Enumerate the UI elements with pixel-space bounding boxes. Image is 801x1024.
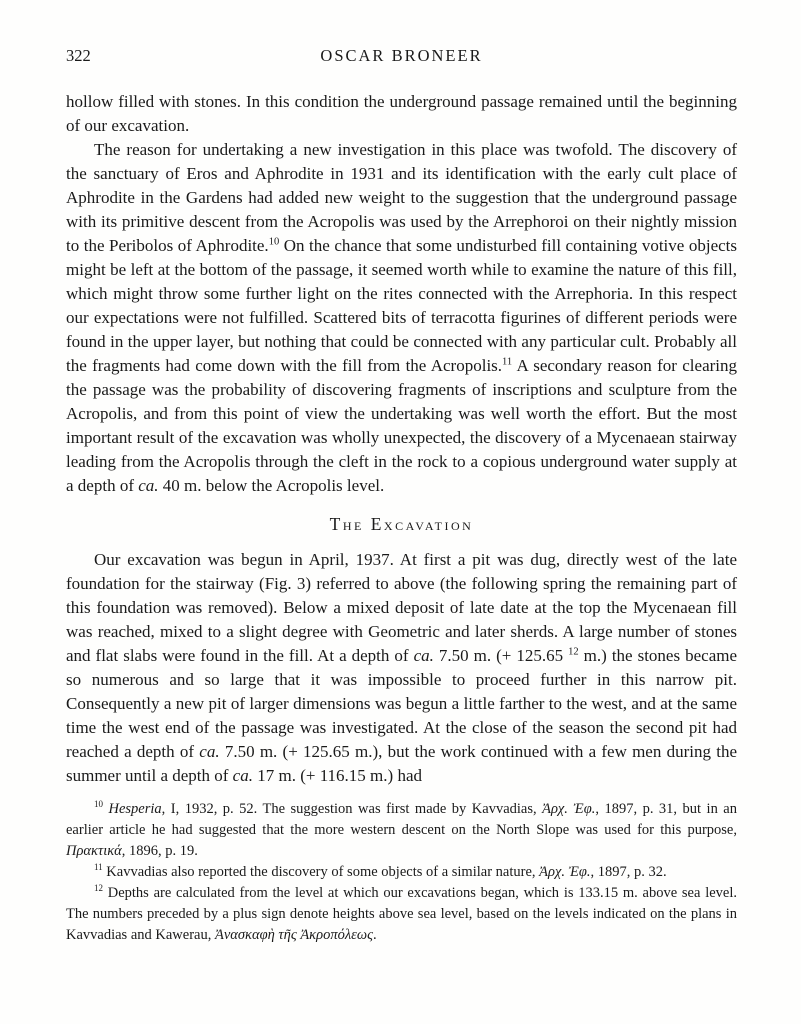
paragraph-reason-for-investigation: The reason for undertaking a new investigation in this place was twofold. The discovery of the sanctuary of Eros and Aphrodite in 1931 and its identification with the early cult place of Aphrodite in the Gardens had added new weight to the suggestion that the underground passage with its primitive descent from the Acropolis was used by the Arrephoroi on their nightly mission to the Peribolos of Aphrodite.$^{10}$ On the chance that some undisturbed fill containing votive objects might be left at the bottom of the passage, it seemed worth while to examine the nature of this fill, which might throw some further light on the rites connected with the Arrephoria. In this respect our expectations were not fulfilled. Scattered bits of terracotta figurines of different periods were found in the upper layer, but nothing that could be connected with any particular cult. Probably all the fragments had come down with the fill from the Acropolis.$^{11}$ A secondary reason for clearing the passage was the probability of discovering fragments of inscriptions and sculpture from the Acropolis, and from this point of view the undertaking was well worth the effort. But the most important result of the excavation was wholly unexpected, the discovery of a Mycenaean stairway leading from the Acropolis through the cleft in the rock to a copious underground water supply at a depth of ca. 40 m. below the Acropolis level. xyxy=(66,140,737,495)
page-body xyxy=(66,90,737,946)
footnotes-block xyxy=(66,799,737,946)
page-number: 322 xyxy=(66,46,91,65)
footnote-11: $^{11}$ Kavvadias also reported the discovery of some objects of a similar nature, Ἀρχ. Ἐφ., 1897, p. 32. xyxy=(94,862,667,880)
paragraph-continuation: hollow filled with stones. In this condition the underground passage remained until the beginning of our excavation. xyxy=(66,92,737,135)
paragraph-excavation-begun: Our excavation was begun in April, 1937. At first a pit was dug, directly west of the late foundation for the stairway (Fig. 3) referred to above (the following spring the remaining part of this foundation was removed). Below a mixed deposit of late date at the top the Mycenaean fill was reached, mixed to a slight degree with Geometric and later sherds. A large number of stones and flat slabs were found in the fill. At a depth of ca. 7.50 m. (+ 125.65 $^{12}$ m.) the stones became so numerous and so large that it was impossible to proceed further in this narrow pit. Consequently a new pit of larger dimensions was begun a little farther to the west, and at the same time the west end of the passage was investigated. At the close of the season the second pit had reached a depth of ca. 7.50 m. (+ 125.65 m.), but the work continued with a few men during the summer until a depth of ca. 17 m. (+ 116.15 m.) had xyxy=(66,550,738,785)
footnote-12: $^{12}$ Depths are calculated from the level at which our excavations began, which is 133.15 m. above sea level. The numbers preceded by a plus sign denote heights above sea level, based on the levels indicated on the plans in Kavvadias and Kawerau, Ἀνασκαφὴ τῆς Ἀκροπόλεως. xyxy=(66,883,737,943)
page-header xyxy=(66,46,737,66)
footnote-10: $^{10}$ Hesperia, I, 1932, p. 52. The suggestion was first made by Kavvadias, Ἀρχ. Ἐφ., 1897, p. 31, but in an earlier article he had suggested that the more western descent on the North Slope was used for this purpose, Πρακτικά, 1896, p. 19. xyxy=(66,799,737,859)
running-head: OSCAR BRONEER xyxy=(320,46,483,65)
section-heading: The Excavation xyxy=(329,514,474,534)
